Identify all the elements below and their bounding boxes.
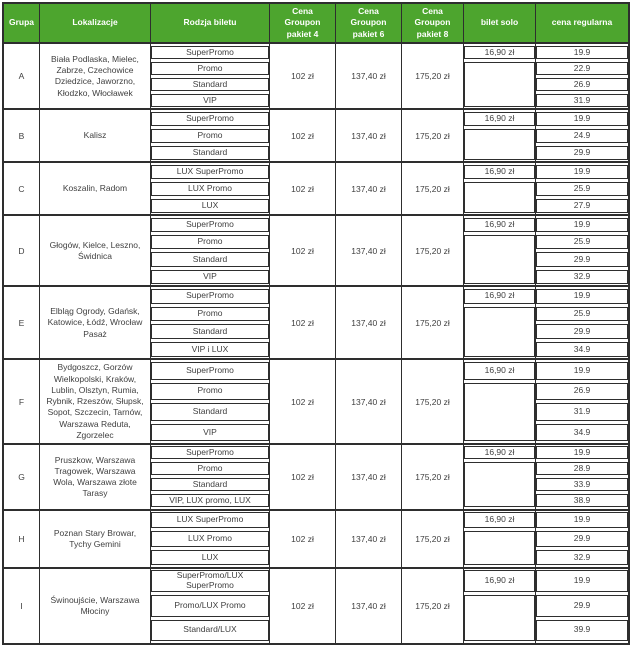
- ticket-type-column: [151, 216, 270, 285]
- group-letter-cell: A: [4, 44, 40, 108]
- group-letter-cell: G: [4, 445, 40, 509]
- locations-cell: Biała Podlaska, Mielec, Zabrze, Czechowice Dziedzice, Jaworzno, Kłodzko, Włocławek: [40, 44, 151, 108]
- header-cell-7: bilet solo: [464, 4, 536, 42]
- ticket-type-column: [151, 511, 270, 567]
- bilet-solo-price-cell: 16,90 zł: [464, 165, 535, 179]
- pakiet8-price-cell: 175,20 zł: [402, 569, 464, 643]
- ticket-type-cell: Standard: [151, 478, 269, 491]
- bilet-solo-price-cell: 16,90 zł: [464, 570, 535, 592]
- regular-price-cell: 19.9: [536, 446, 628, 459]
- bilet-solo-price-cell: 16,90 zł: [464, 46, 535, 59]
- ticket-type-cell: SuperPromo: [151, 46, 269, 59]
- regular-price-cell: 31.9: [536, 403, 628, 421]
- pakiet6-price-cell: 137,40 zł: [336, 445, 402, 509]
- bilet-solo-column: [464, 110, 536, 161]
- ticket-type-column: [151, 163, 270, 214]
- bilet-solo-empty-cell: [464, 182, 535, 213]
- regular-price-cell: 29.9: [536, 595, 628, 617]
- ticket-type-cell: Promo/LUX Promo: [151, 595, 269, 617]
- bilet-solo-empty-cell: [464, 307, 535, 357]
- pakiet6-price-cell: 137,40 zł: [336, 287, 402, 358]
- ticket-type-cell: LUX SuperPromo: [151, 165, 269, 179]
- ticket-type-cell: LUX Promo: [151, 531, 269, 547]
- bilet-solo-empty-cell: [464, 235, 535, 284]
- pakiet8-price-cell: 175,20 zł: [402, 360, 464, 443]
- pakiet4-price-cell: 102 zł: [270, 163, 336, 214]
- regular-price-cell: 19.9: [536, 218, 628, 232]
- bilet-solo-empty-cell: [464, 383, 535, 442]
- regular-price-cell: 25.9: [536, 307, 628, 322]
- regular-price-column: [536, 569, 628, 643]
- group-letter-cell: I: [4, 569, 40, 643]
- regular-price-cell: 26.9: [536, 78, 628, 91]
- regular-price-cell: 19.9: [536, 289, 628, 304]
- locations-cell: Koszalin, Radom: [40, 163, 151, 214]
- ticket-type-cell: Standard/LUX: [151, 620, 269, 642]
- ticket-type-cell: SuperPromo/LUX SuperPromo: [151, 570, 269, 592]
- group-letter-cell: B: [4, 110, 40, 161]
- regular-price-cell: 39.9: [536, 620, 628, 642]
- ticket-type-cell: VIP, LUX promo, LUX: [151, 494, 269, 507]
- regular-price-cell: 25.9: [536, 235, 628, 249]
- regular-price-cell: 19.9: [536, 165, 628, 179]
- ticket-type-cell: VIP: [151, 424, 269, 442]
- regular-price-column: [536, 110, 628, 161]
- bilet-solo-column: [464, 44, 536, 108]
- pakiet8-price-cell: 175,20 zł: [402, 511, 464, 567]
- table-row: [4, 569, 628, 643]
- pakiet6-price-cell: 137,40 zł: [336, 569, 402, 643]
- regular-price-cell: 19.9: [536, 112, 628, 126]
- ticket-type-cell: Standard: [151, 78, 269, 91]
- bilet-solo-price-cell: 16,90 zł: [464, 112, 535, 126]
- regular-price-cell: 25.9: [536, 182, 628, 196]
- pakiet6-price-cell: 137,40 zł: [336, 110, 402, 161]
- pakiet6-price-cell: 137,40 zł: [336, 360, 402, 443]
- locations-cell: Głogów, Kielce, Leszno, Świdnica: [40, 216, 151, 285]
- ticket-type-cell: Standard: [151, 146, 269, 160]
- ticket-type-cell: Promo: [151, 235, 269, 249]
- bilet-solo-column: [464, 287, 536, 358]
- table-row: [4, 511, 628, 569]
- regular-price-column: [536, 511, 628, 567]
- ticket-type-cell: VIP i LUX: [151, 342, 269, 357]
- table-row: [4, 287, 628, 360]
- bilet-solo-empty-cell: [464, 595, 535, 641]
- ticket-type-cell: Promo: [151, 62, 269, 75]
- regular-price-cell: 34.9: [536, 342, 628, 357]
- regular-price-cell: 27.9: [536, 199, 628, 213]
- header-cell-8: cena regularna: [536, 4, 628, 42]
- pakiet4-price-cell: 102 zł: [270, 44, 336, 108]
- regular-price-cell: 29.9: [536, 146, 628, 160]
- ticket-type-cell: Standard: [151, 403, 269, 421]
- bilet-solo-price-cell: 16,90 zł: [464, 289, 535, 304]
- table-header-row: [4, 4, 628, 44]
- table-row: [4, 216, 628, 287]
- pakiet4-price-cell: 102 zł: [270, 445, 336, 509]
- header-cell-3: Rodzja biletu: [151, 4, 270, 42]
- ticket-type-cell: SuperPromo: [151, 446, 269, 459]
- regular-price-cell: 31.9: [536, 94, 628, 107]
- pakiet8-price-cell: 175,20 zł: [402, 216, 464, 285]
- ticket-type-column: [151, 110, 270, 161]
- ticket-type-cell: LUX: [151, 550, 269, 566]
- bilet-solo-column: [464, 360, 536, 443]
- pakiet4-price-cell: 102 zł: [270, 511, 336, 567]
- regular-price-cell: 19.9: [536, 570, 628, 592]
- bilet-solo-column: [464, 445, 536, 509]
- pakiet4-price-cell: 102 zł: [270, 110, 336, 161]
- ticket-type-cell: SuperPromo: [151, 112, 269, 126]
- ticket-type-column: [151, 445, 270, 509]
- regular-price-cell: 22.9: [536, 62, 628, 75]
- group-letter-cell: E: [4, 287, 40, 358]
- pakiet4-price-cell: 102 zł: [270, 287, 336, 358]
- locations-cell: Elbląg Ogrody, Gdańsk, Katowice, Łódź, Wrocław Pasaż: [40, 287, 151, 358]
- bilet-solo-column: [464, 511, 536, 567]
- group-letter-cell: F: [4, 360, 40, 443]
- locations-cell: Bydgoszcz, Gorzów Wielkopolski, Kraków, Lublin, Olsztyn, Rumia, Rybnik, Rzeszów, Słupsk, Sopot, Szczecin, Tarnów, Warszawa Reduta, Zgorzelec: [40, 360, 151, 443]
- ticket-type-cell: Promo: [151, 383, 269, 401]
- header-cell-1: Grupa: [4, 4, 40, 42]
- bilet-solo-price-cell: 16,90 zł: [464, 218, 535, 232]
- table-row: [4, 44, 628, 110]
- bilet-solo-price-cell: 16,90 zł: [464, 362, 535, 380]
- ticket-type-cell: SuperPromo: [151, 362, 269, 380]
- regular-price-cell: 29.9: [536, 531, 628, 547]
- pakiet6-price-cell: 137,40 zł: [336, 163, 402, 214]
- regular-price-cell: 34.9: [536, 424, 628, 442]
- regular-price-column: [536, 287, 628, 358]
- regular-price-cell: 26.9: [536, 383, 628, 401]
- ticket-type-cell: LUX SuperPromo: [151, 512, 269, 528]
- table-row: [4, 445, 628, 511]
- regular-price-cell: 29.9: [536, 252, 628, 266]
- ticket-type-column: [151, 287, 270, 358]
- table-row: [4, 360, 628, 445]
- ticket-type-cell: Standard: [151, 252, 269, 266]
- pakiet6-price-cell: 137,40 zł: [336, 216, 402, 285]
- regular-price-column: [536, 445, 628, 509]
- locations-cell: Świnoujście, Warszawa Młociny: [40, 569, 151, 643]
- ticket-type-cell: VIP: [151, 94, 269, 107]
- table-body: [4, 44, 628, 642]
- ticket-type-cell: Promo: [151, 129, 269, 143]
- ticket-type-cell: Standard: [151, 324, 269, 339]
- regular-price-cell: 32.9: [536, 550, 628, 566]
- ticket-type-column: [151, 569, 270, 643]
- regular-price-column: [536, 163, 628, 214]
- pakiet8-price-cell: 175,20 zł: [402, 44, 464, 108]
- header-cell-5: Cena Groupon pakiet 6: [336, 4, 402, 42]
- regular-price-cell: 33.9: [536, 478, 628, 491]
- bilet-solo-empty-cell: [464, 129, 535, 160]
- pakiet4-price-cell: 102 zł: [270, 216, 336, 285]
- ticket-type-column: [151, 360, 270, 443]
- ticket-type-cell: VIP: [151, 270, 269, 284]
- ticket-type-cell: LUX Promo: [151, 182, 269, 196]
- bilet-solo-column: [464, 216, 536, 285]
- pakiet6-price-cell: 137,40 zł: [336, 511, 402, 567]
- regular-price-column: [536, 216, 628, 285]
- pakiet4-price-cell: 102 zł: [270, 360, 336, 443]
- pakiet8-price-cell: 175,20 zł: [402, 110, 464, 161]
- locations-cell: Poznan Stary Browar, Tychy Gemini: [40, 511, 151, 567]
- ticket-type-column: [151, 44, 270, 108]
- regular-price-cell: 29.9: [536, 324, 628, 339]
- locations-cell: Kalisz: [40, 110, 151, 161]
- regular-price-cell: 38.9: [536, 494, 628, 507]
- group-letter-cell: D: [4, 216, 40, 285]
- regular-price-cell: 24.9: [536, 129, 628, 143]
- table-row: [4, 110, 628, 163]
- regular-price-cell: 28.9: [536, 462, 628, 475]
- bilet-solo-column: [464, 163, 536, 214]
- regular-price-column: [536, 44, 628, 108]
- table-row: [4, 163, 628, 216]
- ticket-type-cell: SuperPromo: [151, 218, 269, 232]
- pakiet4-price-cell: 102 zł: [270, 569, 336, 643]
- pakiet8-price-cell: 175,20 zł: [402, 287, 464, 358]
- pricing-table: [2, 2, 630, 645]
- header-cell-4: Cena Groupon pakiet 4: [270, 4, 336, 42]
- ticket-type-cell: SuperPromo: [151, 289, 269, 304]
- group-letter-cell: H: [4, 511, 40, 567]
- bilet-solo-empty-cell: [464, 62, 535, 107]
- regular-price-cell: 19.9: [536, 512, 628, 528]
- pakiet6-price-cell: 137,40 zł: [336, 44, 402, 108]
- pakiet8-price-cell: 175,20 zł: [402, 163, 464, 214]
- locations-cell: Pruszkow, Warszawa Tragowek, Warszawa Wola, Warszawa złote Tarasy: [40, 445, 151, 509]
- bilet-solo-empty-cell: [464, 531, 535, 565]
- regular-price-cell: 19.9: [536, 362, 628, 380]
- bilet-solo-column: [464, 569, 536, 643]
- ticket-type-cell: LUX: [151, 199, 269, 213]
- header-cell-2: Lokalizacje: [40, 4, 151, 42]
- regular-price-cell: 19.9: [536, 46, 628, 59]
- regular-price-column: [536, 360, 628, 443]
- pakiet8-price-cell: 175,20 zł: [402, 445, 464, 509]
- regular-price-cell: 32.9: [536, 270, 628, 284]
- bilet-solo-price-cell: 16,90 zł: [464, 512, 535, 528]
- ticket-type-cell: Promo: [151, 462, 269, 475]
- ticket-type-cell: Promo: [151, 307, 269, 322]
- group-letter-cell: C: [4, 163, 40, 214]
- bilet-solo-price-cell: 16,90 zł: [464, 446, 535, 459]
- bilet-solo-empty-cell: [464, 462, 535, 507]
- header-cell-6: Cena Groupon pakiet 8: [402, 4, 464, 42]
